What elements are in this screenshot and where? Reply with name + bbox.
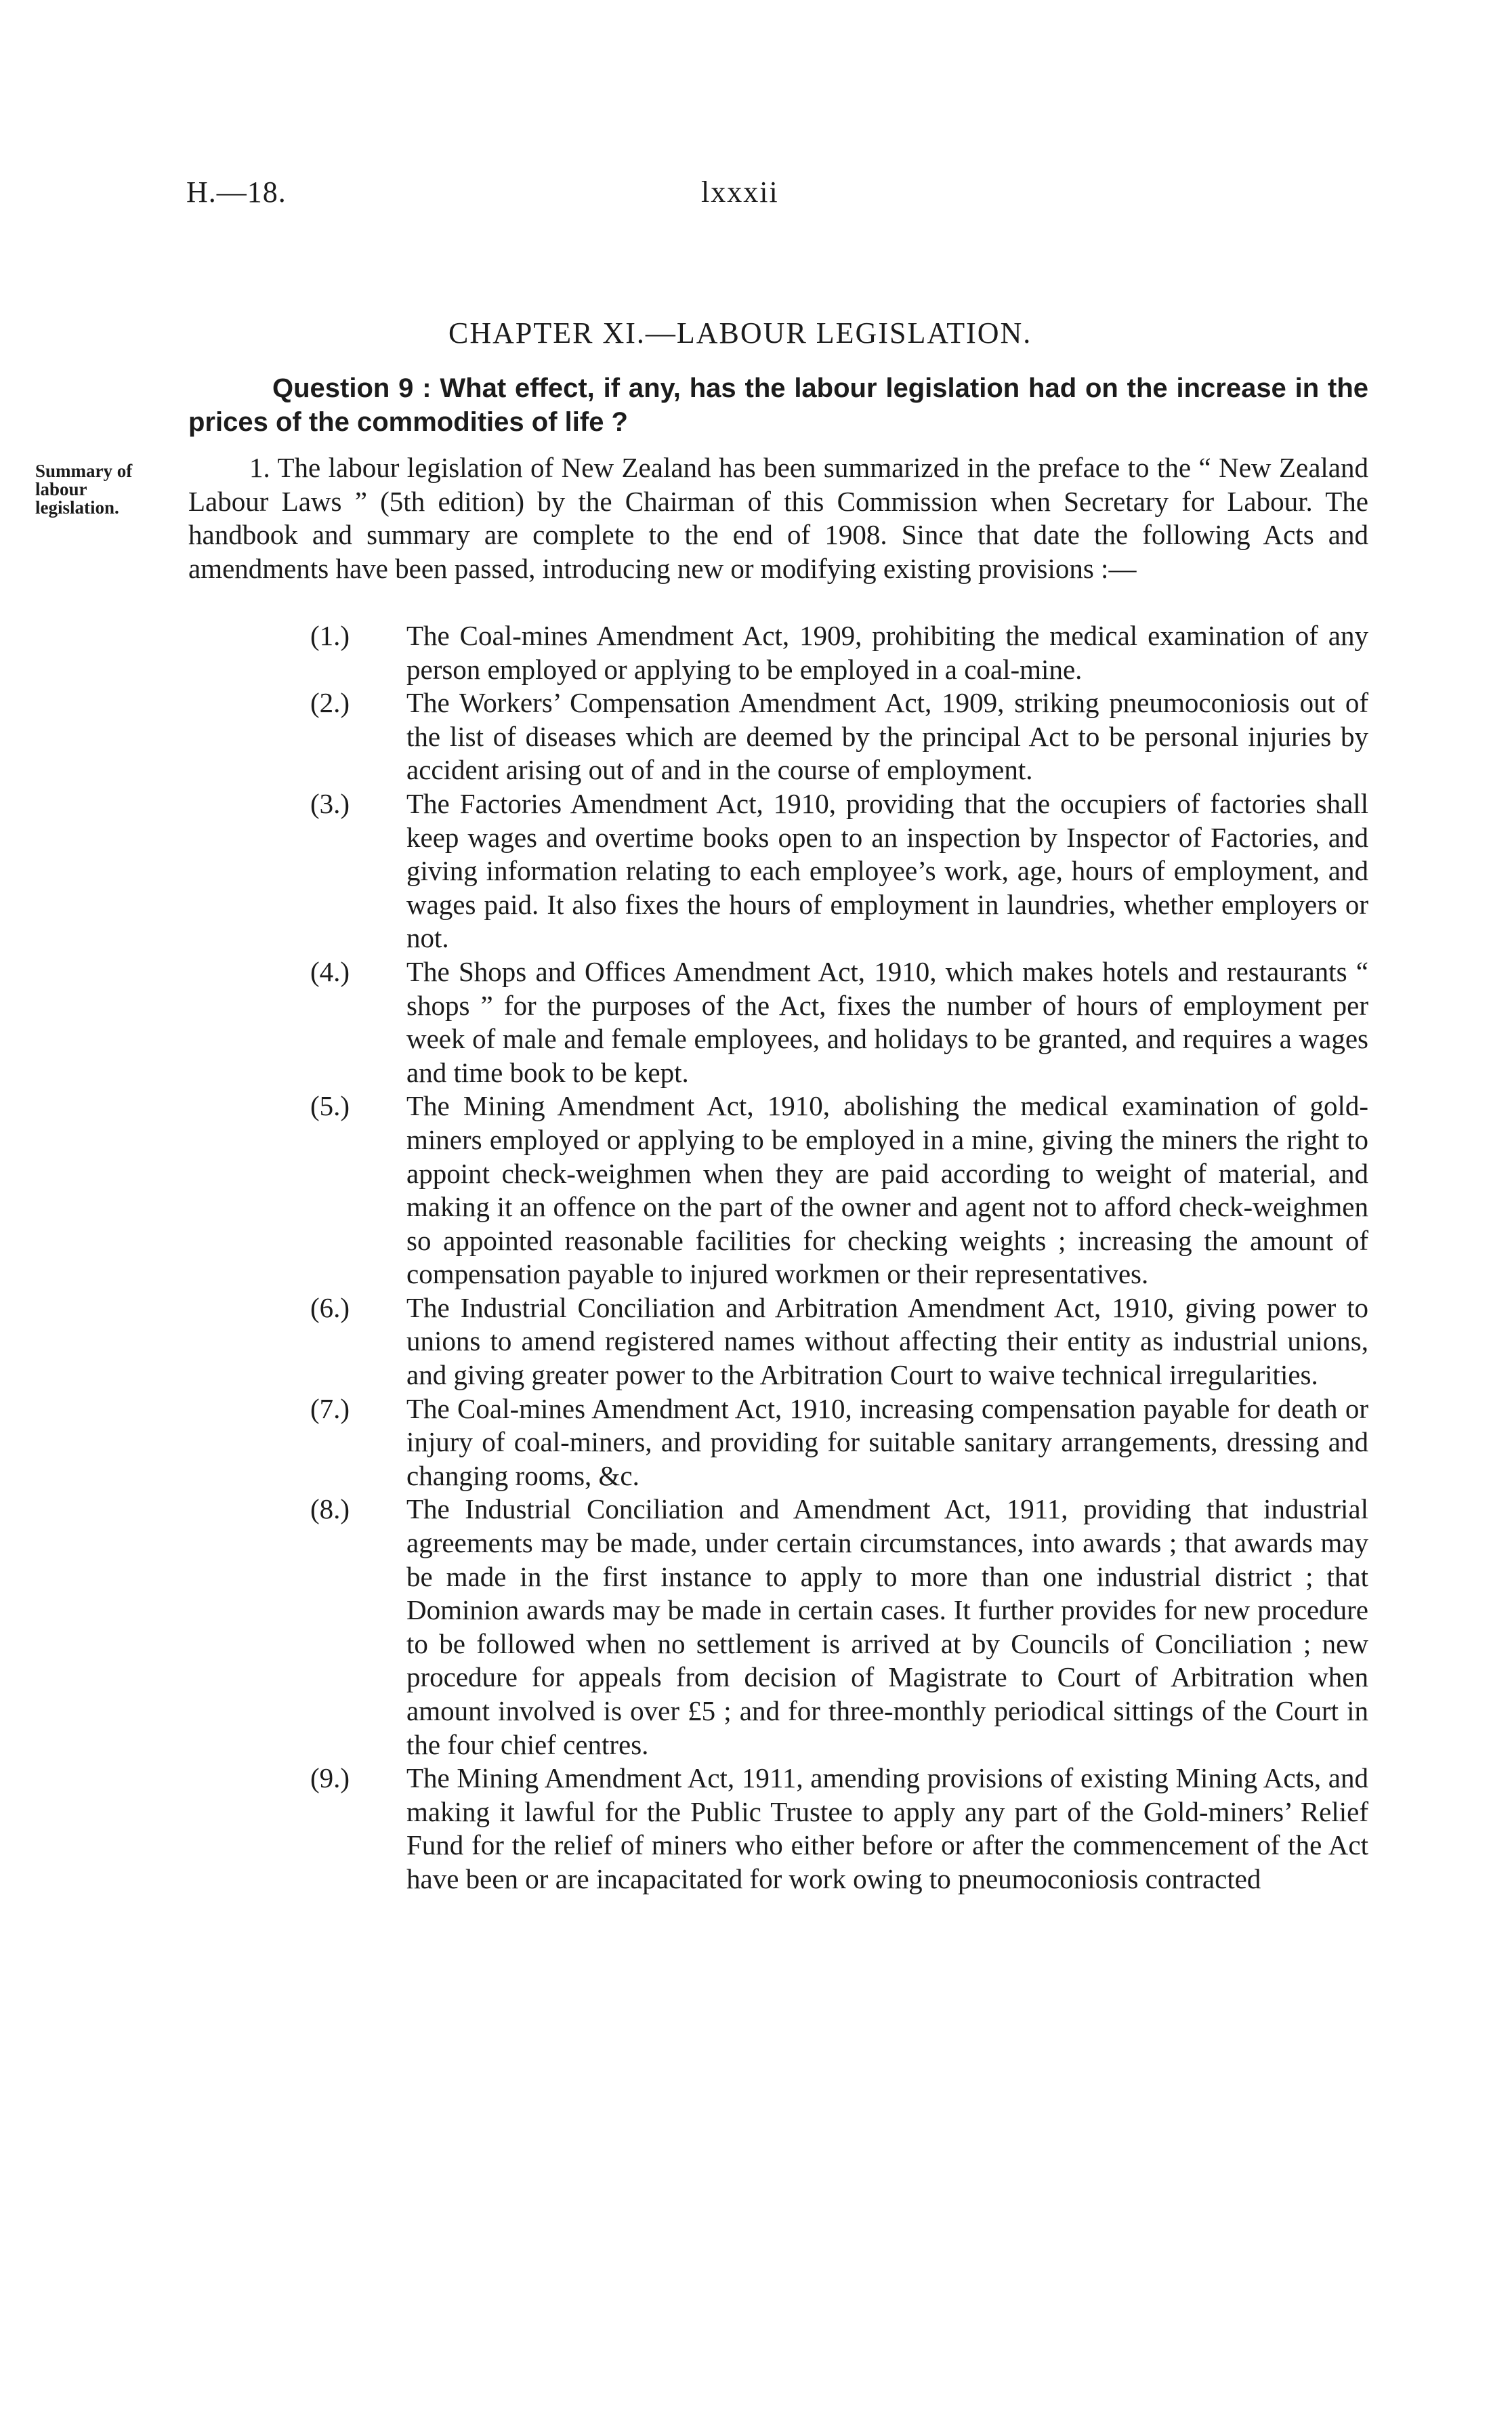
act-text: The Mining Amendment Act, 1910, abolishing the medical examination of gold-miners employed or applying to be employed in a mine, giving the miners the right to appoint check-weighmen when they are paid according to weight of material, and making it an offence on the part of the owner and agent not to afford check-weighmen so appointed reasonable facilities for checking weights ; increasing the amount of compensation payable to injured workmen or their representatives. bbox=[406, 1090, 1368, 1290]
act-number: (7.) bbox=[310, 1392, 350, 1424]
act-number: (1.) bbox=[310, 620, 350, 651]
act-item bbox=[310, 619, 1368, 686]
act-number: (2.) bbox=[310, 687, 350, 719]
act-item bbox=[310, 1493, 1368, 1762]
act-number: (6.) bbox=[310, 1291, 350, 1323]
question-heading: Question 9 : What effect, if any, has the labour legislation had on the increase in the prices of the commodities of life ? bbox=[188, 373, 1368, 437]
act-text: The Shops and Offices Amendment Act, 1910, which makes hotels and restaurants “ shops ” for the purposes of the Act, fixes the number of hours of employment per week of male and female employees, and holidays to be granted, and requires a wages and time book to be kept. bbox=[406, 955, 1368, 1088]
act-item bbox=[310, 1089, 1368, 1291]
act-text: The Workers’ Compensation Amendment Act, 1909, striking pneumoconiosis out of the list of diseases which are deemed by the principal Act to be personal injuries by accident arising out of and in the course of employment. bbox=[406, 687, 1368, 786]
act-text: The Mining Amendment Act, 1911, amending provisions of existing Mining Acts, and making it lawful for the Public Trustee to apply any part of the Gold-miners’ Relief Fund for the relief of miners who either before or after the commencement of the Act have been or are incapacitated for work owing to pneumoconiosis contracted bbox=[406, 1762, 1368, 1894]
act-text: The Industrial Conciliation and Arbitration Amendment Act, 1910, giving power to unions to amend registered names without affecting their entity as industrial unions, and giving greater power to the Arbitration Court to waive technical irregularities. bbox=[406, 1291, 1368, 1391]
act-number: (8.) bbox=[310, 1493, 350, 1525]
act-text: The Coal-mines Amendment Act, 1910, increasing compensation payable for death or injury of coal-miners, and providing for suitable sanitary arrangements, dressing and changing rooms, &c. bbox=[406, 1392, 1368, 1491]
act-item bbox=[310, 686, 1368, 787]
act-number: (4.) bbox=[310, 955, 350, 987]
act-text: The Industrial Conciliation and Amendment Act, 1911, providing that industrial agreements may be made, under certain circumstances, into awards ; that awards may be made in the first instance to apply to more than one industrial district ; that Dominion awards may be made in certain cases. It further provides for new procedure to be followed when no settlement is arrived at by Councils of Conciliation ; new procedure for appeals from decision of Magistrate to Court of Arbitration when amount involved is over £5 ; and for three-monthly periodical sittings of the Court in the four chief centres. bbox=[406, 1493, 1368, 1760]
chapter-title: CHAPTER XI.—LABOUR LEGISLATION. bbox=[448, 316, 1032, 350]
act-text: The Factories Amendment Act, 1910, providing that the occupiers of factories shall keep wages and overtime books open to an inspection by Inspector of Factories, and giving information relating to each employee’s work, age, hours of employment, and wages paid. It also fixes the hours of employment in laundries, whether employers or not. bbox=[406, 787, 1368, 954]
act-text: The Coal-mines Amendment Act, 1909, prohibiting the medical examination of any person employed or applying to be employed in a coal-mine. bbox=[406, 620, 1368, 685]
act-number: (5.) bbox=[310, 1090, 350, 1122]
page-number: lxxxii bbox=[701, 175, 779, 209]
margin-note: Summary of labour legislation. bbox=[35, 461, 133, 518]
act-number: (9.) bbox=[310, 1762, 350, 1794]
act-item bbox=[310, 787, 1368, 955]
document-reference: H.—18. bbox=[186, 175, 287, 209]
act-item bbox=[310, 955, 1368, 1089]
intro-paragraph: 1. The labour legislation of New Zealand has been summarized in the preface to the “ New Zealand Labour Laws ” (5th edition) by the Chairman of this Commission when Secretary for Labour. The handbook and summary are complete to the end of 1908. Since that date the following Acts and amendments have been passed, introducing new or modifying existing provisions :— bbox=[188, 452, 1368, 584]
act-number: (3.) bbox=[310, 787, 350, 819]
acts-list bbox=[310, 619, 1368, 1896]
act-item bbox=[310, 1291, 1368, 1392]
act-item bbox=[310, 1762, 1368, 1896]
act-item bbox=[310, 1392, 1368, 1493]
